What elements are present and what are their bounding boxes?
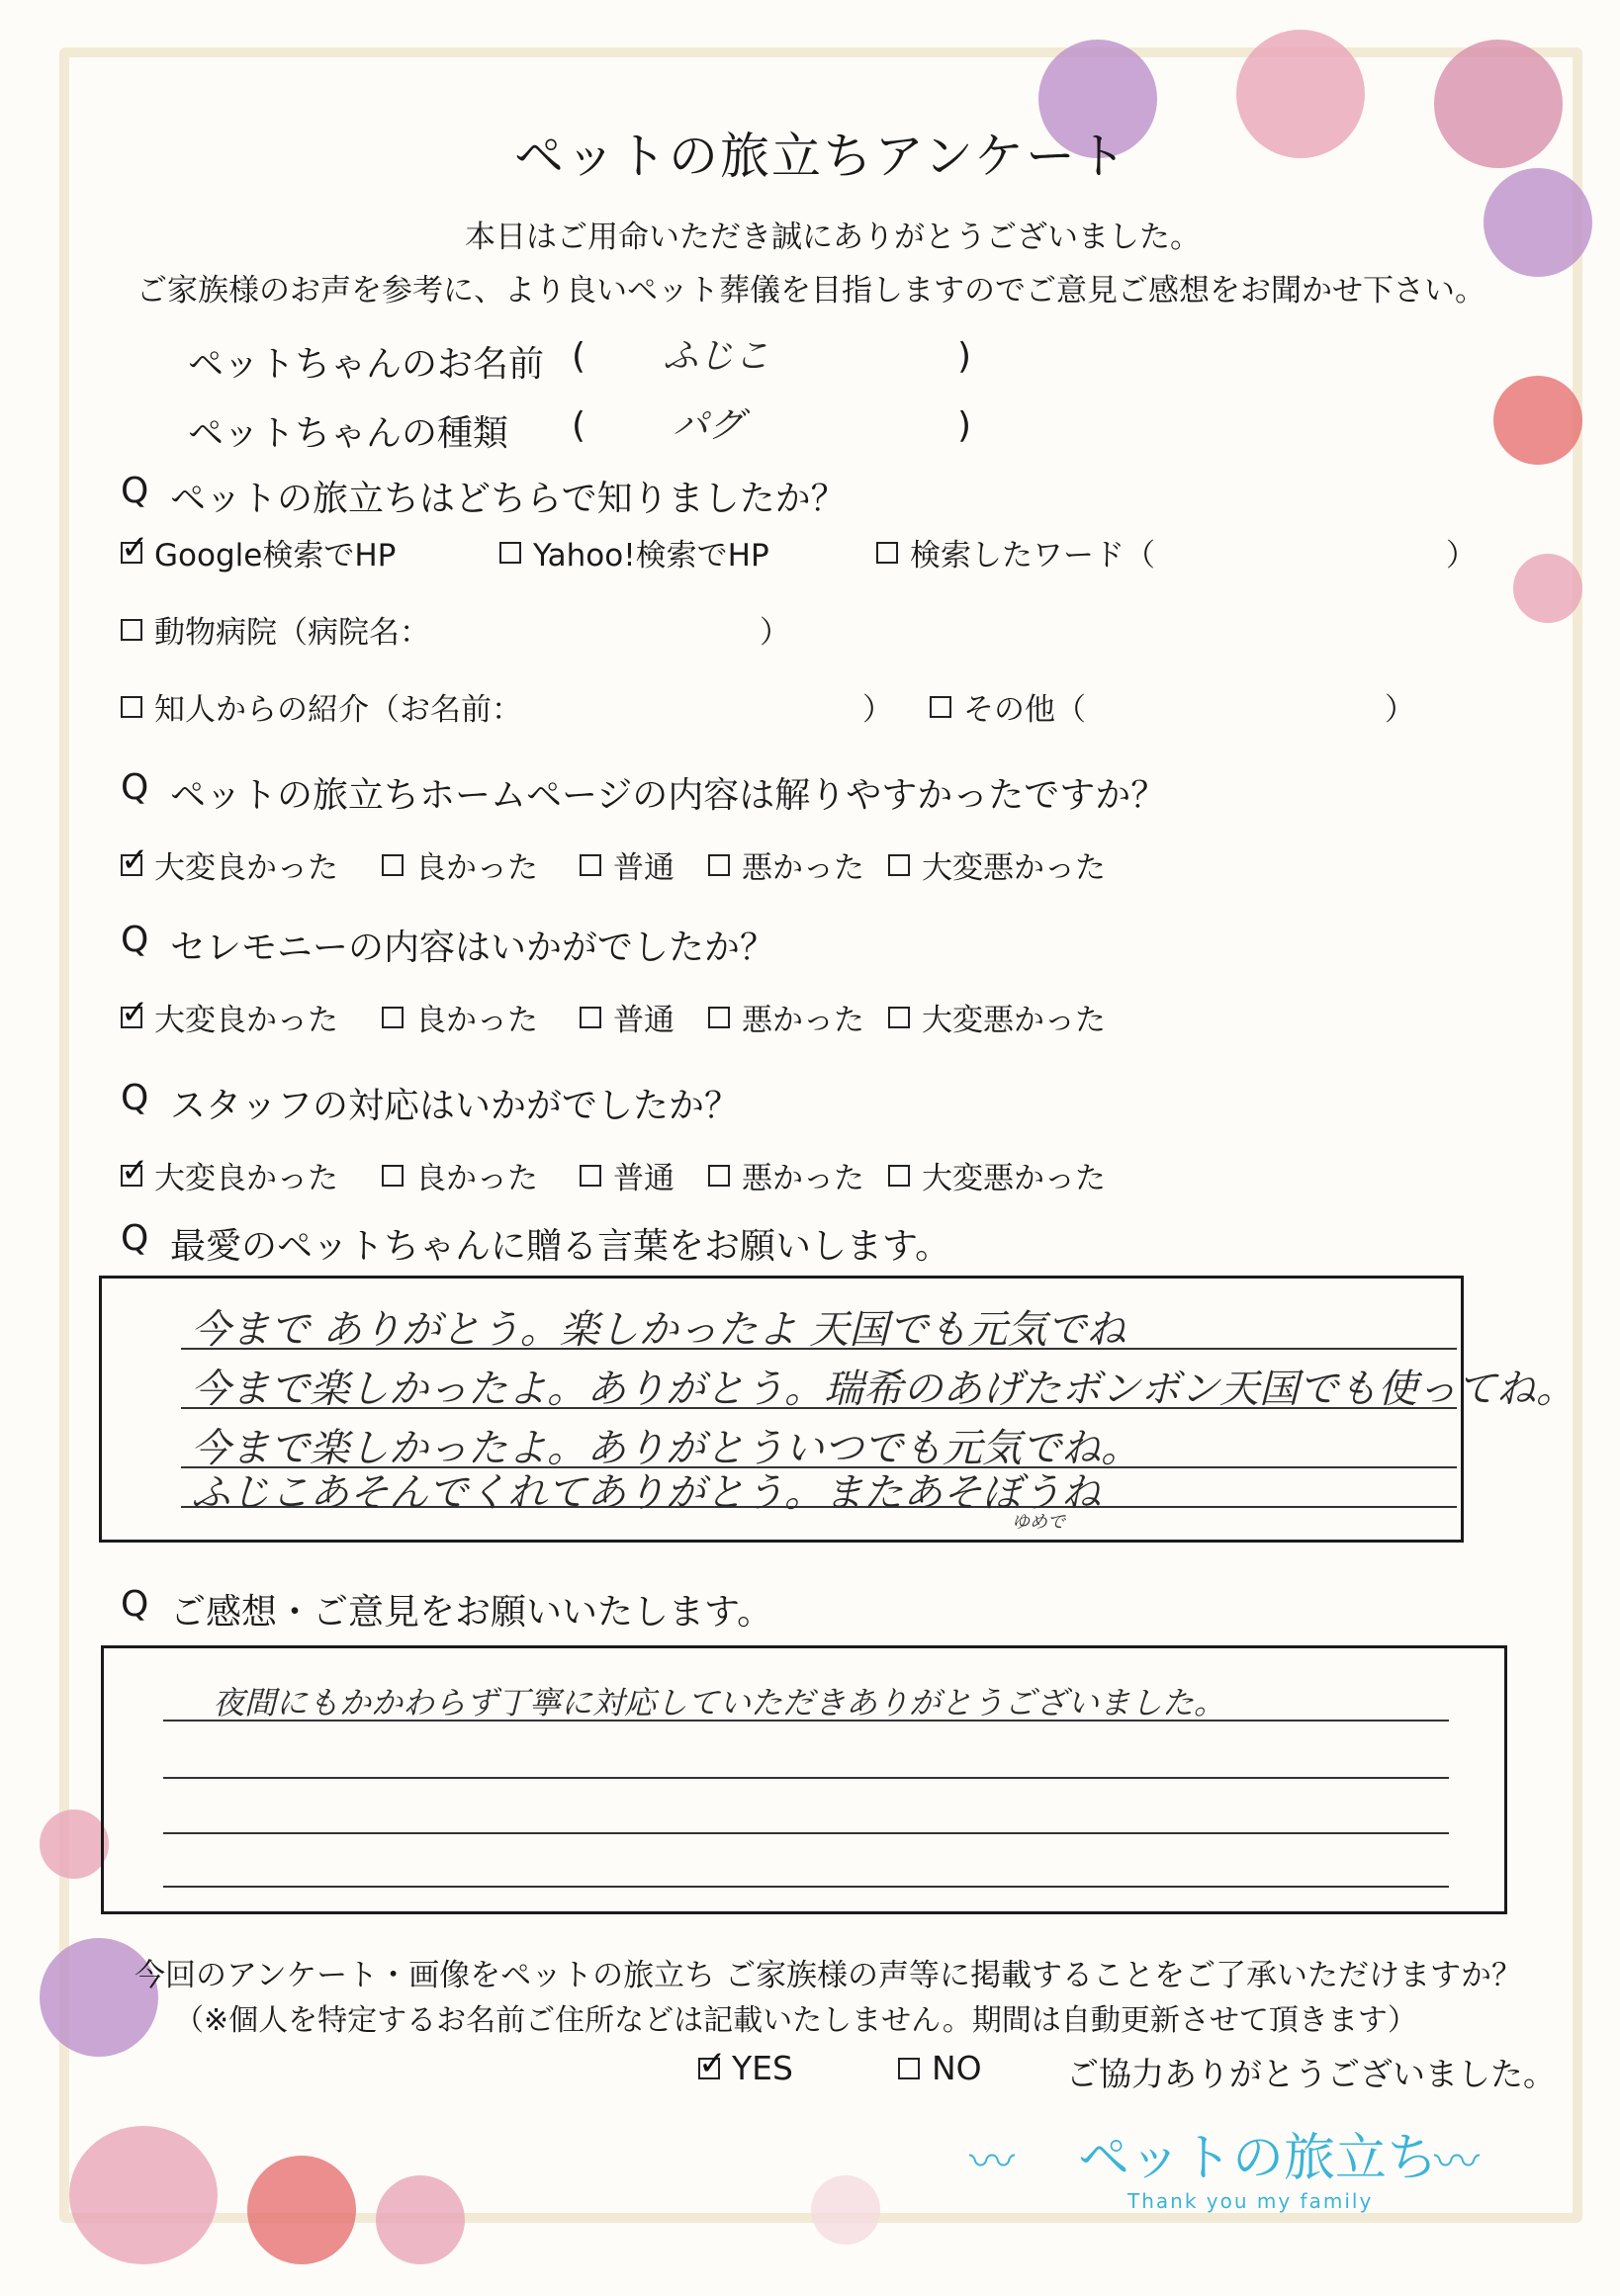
rating-option-very-bad[interactable] [888,995,1106,1039]
rating-option-very-good[interactable] [121,995,338,1039]
q1-marker: Q [121,471,149,511]
q1-option-referral[interactable] [121,684,522,729]
rating-option-very-bad[interactable] [888,1153,1106,1197]
checkbox[interactable] [898,2058,920,2079]
q6-question: ご感想・ご意見をお願いいたします。 [170,1592,773,1633]
flower-decoration [1236,30,1365,158]
q1-option-label: その他（ [963,692,1086,728]
q1-referral-close: ） [862,692,893,728]
intro-line-1: 本日はご用命いただき誠にありがとうございました。 [465,220,1201,255]
rating-option-very-good[interactable] [121,1153,338,1197]
pet-name-open-paren: ( [572,336,586,377]
consent-yes-label: YES [732,2049,793,2087]
checkbox[interactable] [121,696,142,718]
rating-option-bad[interactable] [708,995,864,1039]
message-line: 今まで ありがとう。楽しかったよ 天国でも元気でね [191,1307,1126,1353]
logo-tagline: Thank you my family [1127,2189,1374,2213]
pet-name-close-paren: ) [957,336,972,377]
q1-option-google[interactable] [121,530,396,574]
flower-decoration [1513,554,1582,623]
rating-option-normal[interactable] [580,995,675,1039]
rating-label: 良かった [415,850,538,886]
pet-name-label: ペットちゃんのお名前 [188,344,545,385]
checkbox[interactable] [121,619,142,641]
q4-question: スタッフの対応はいかがでしたか？ [170,1086,741,1126]
rating-label: 大変良かった [154,850,338,886]
checkbox[interactable] [499,542,521,564]
message-line: ふじこあそんでくれてありがとう。またあそぼうね [191,1470,1101,1516]
consent-line-1: 今回のアンケート・画像をペットの旅立ち ご家族様の声等に掲載することをご了承いただけますか？ [135,1958,1522,1993]
q1-option-label: Google検索でHP [154,538,397,574]
rating-label: 悪かった [742,1003,864,1038]
consent-no-label: NO [932,2049,982,2087]
q1-option-search-word[interactable] [876,530,1155,574]
rating-option-normal[interactable] [580,1153,675,1197]
q3-question: セレモニーの内容はいかがでしたか？ [170,927,776,968]
checkbox[interactable] [580,1007,601,1028]
rating-label: 悪かった [742,850,864,886]
checkbox-checked[interactable] [121,854,142,876]
pet-name-value: ふじこ [663,336,770,377]
rating-option-good[interactable] [382,1153,538,1197]
q1-vet-close: ） [760,615,790,651]
checkbox-checked[interactable] [121,1165,142,1187]
checkbox[interactable] [888,1165,910,1187]
answer-rule [163,1777,1449,1779]
message-answer-box[interactable] [99,1276,1575,1543]
rating-label: 大変良かった [154,1003,338,1038]
wing-left-icon: 〰 [969,2135,1015,2188]
q2-marker: Q [121,767,149,808]
q2-question: ペットの旅立ちホームページの内容は解りやすかったですか？ [170,775,1167,816]
flower-decoration [376,2175,465,2264]
flower-decoration [69,2126,218,2264]
rating-label: 大変悪かった [922,1161,1106,1196]
rating-option-very-good[interactable] [121,842,338,887]
q6-marker: Q [121,1584,149,1625]
rating-option-good[interactable] [382,842,538,887]
checkbox[interactable] [888,1007,910,1028]
q5-marker: Q [121,1218,149,1259]
wing-right-icon: 〰 [1434,2135,1480,2188]
pet-type-label: ペットちゃんの種類 [188,413,509,454]
q5-question: 最愛のペットちゃんに贈る言葉をお願いします。 [170,1226,951,1267]
checkbox[interactable] [580,1165,601,1187]
rating-option-bad[interactable] [708,1153,864,1197]
intro-line-2: ご家族様のお声を参考に、より良いペット葬儀を目指しますのでご意見ご感想をお聞かせ下さい。 [136,273,1485,309]
q1-question: ペットの旅立ちはどちらで知りましたか？ [170,479,847,519]
feedback-line: 夜間にもかかわらず丁寧に対応していただきありがとうございました。 [213,1684,1226,1722]
checkbox[interactable] [930,696,951,718]
rating-label: 普通 [613,850,675,886]
checkbox[interactable] [708,854,730,876]
rating-option-very-bad[interactable] [888,842,1106,887]
pet-type-close-paren: ) [957,405,972,446]
checkbox-checked[interactable] [121,1007,142,1028]
flower-decoration [247,2156,356,2264]
checkbox[interactable] [580,854,601,876]
rating-label: 良かった [415,1003,538,1038]
q3-marker: Q [121,920,149,960]
flower-decoration [811,2175,880,2245]
checkbox[interactable] [708,1165,730,1187]
rating-label: 良かった [415,1161,538,1196]
consent-thanks: ご協力ありがとうございました。 [1066,2055,1556,2093]
checkbox[interactable] [382,1007,404,1028]
pet-type-open-paren: ( [572,405,586,446]
rating-option-normal[interactable] [580,842,675,887]
flower-decoration [1493,376,1582,465]
q1-option-label: 知人からの紹介（お名前： [154,692,522,728]
checkbox[interactable] [708,1007,730,1028]
flower-decoration [40,1810,109,1879]
rating-label: 悪かった [742,1161,864,1196]
consent-line-2: （※個人を特定するお名前ご住所などは記載いたしません。期間は自動更新させて頂きます） [174,2003,1417,2038]
rating-label: 大変良かった [154,1161,338,1196]
feedback-answer-box[interactable] [101,1645,1507,1914]
q1-option-label: 検索したワード（ [910,538,1155,574]
rating-label: 普通 [613,1003,675,1038]
logo-name: ペットの旅立ち [1078,2129,1439,2188]
q1-other-close: ） [1385,692,1415,728]
q1-option-label: Yahoo!検索でHP [533,538,769,574]
flower-decoration [1434,40,1563,168]
rating-label: 普通 [613,1161,675,1196]
message-line: 今まで楽しかったよ。ありがとう。瑞希のあげたボンボン天国でも使ってね。 [191,1367,1575,1412]
checkbox[interactable] [382,854,404,876]
q1-option-yahoo[interactable] [499,530,769,574]
checkbox[interactable] [888,854,910,876]
rating-option-good[interactable] [382,995,538,1039]
flower-decoration [1484,168,1592,277]
rating-label: 大変悪かった [922,850,1106,886]
rating-option-bad[interactable] [708,842,864,887]
rating-label: 大変悪かった [922,1003,1106,1038]
q1-option-vet[interactable] [121,607,430,652]
checkbox[interactable] [382,1165,404,1187]
consent-no[interactable] [898,2049,982,2087]
q1-option-label: 動物病院（病院名： [154,615,430,651]
answer-rule [163,1886,1449,1888]
q1-search-word-close: ） [1446,538,1477,574]
q1-option-other[interactable] [930,684,1086,729]
message-insert-note: ゆめで [1012,1512,1065,1533]
answer-rule [163,1832,1449,1834]
checkbox[interactable] [876,542,898,564]
checkbox-checked[interactable] [121,542,142,564]
brand-logo [969,2116,1543,2225]
page-title: ペットの旅立ちアンケート [514,128,1128,185]
checkbox-checked[interactable] [698,2058,720,2079]
q4-marker: Q [121,1078,149,1118]
message-line: 今まで楽しかったよ。ありがとういつでも元気でね。 [191,1426,1140,1471]
consent-yes[interactable] [698,2049,793,2087]
pet-type-value: パグ [673,405,745,446]
